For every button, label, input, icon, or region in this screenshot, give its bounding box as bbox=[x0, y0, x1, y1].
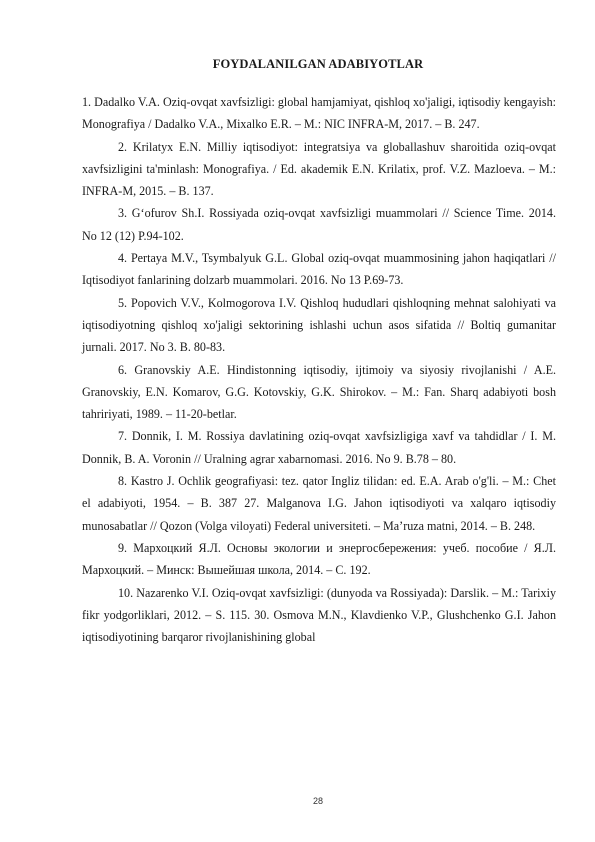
reference-item bbox=[82, 359, 556, 426]
page-number: 28 bbox=[312, 796, 323, 806]
reference-item bbox=[82, 247, 556, 292]
reference-item bbox=[82, 136, 556, 203]
reference-item bbox=[82, 91, 556, 136]
reference-text: 4. Pertaya M.V., Tsymbalyuk G.L. Global oziq-ovqat muammosining jahon haqiqatlari // Iqtisodiyot fanlarining dolzarb muammolari. 2016. No 13 P.69-73. bbox=[82, 251, 556, 288]
reference-text: 3. G‘ofurov Sh.I. Rossiyada oziq-ovqat xavfsizligi muammolari // Science Time. 2014. No 12 (12) P.94-102. bbox=[82, 206, 556, 243]
reference-text: 7. Donnik, I. M. Rossiya davlatining oziq-ovqat xavfsizligiga xavf va tahdidlar / I. M. Donnik, B. A. Voronin // Uralning agrar xabarnomasi. 2016. No 9. B.78 – 80. bbox=[82, 429, 556, 466]
reference-text: 10. Nazarenko V.I. Oziq-ovqat xavfsizligi: (dunyoda va Rossiyada): Darslik. – M.: Tarixiy fikr yodgorliklari, 2012. – S. 115. 30. Osmova M.N., Klavdienko V.P., Glushchenko G.I. Jahon iqtisodiyotining barqaror rivojlanishining global bbox=[82, 585, 556, 645]
reference-item bbox=[82, 202, 556, 247]
reference-text: 5. Popovich V.V., Kolmogorova I.V. Qishloq hududlari qishloqning mehnat salohiyati va iqtisodiyotning qishloq xo'jaligi sektorining ishlashi uchun asos sifatida // Boltiq gumanitar jurnali. 2017. No 3. B. 80-83. bbox=[82, 295, 556, 355]
reference-item bbox=[82, 470, 556, 537]
reference-text: 9. Мархоцкий Я.Л. Основы экологии и энергосбережения: учеб. пособие / Я.Л. Мархоцкий. – Минск: Вышейшая школа, 2014. – С. 192. bbox=[82, 540, 556, 578]
reference-text: 2. Krilatyx E.N. Milliy iqtisodiyot: integratsiya va globallashuv sharoitida oziq-ovqat xavfsizligini ta'minlash: Monografiya. / Ed. akademik E.N. Krilatix, prof. V.Z. Mazloeva. – M.: INFRA-M, 2015. – B. 137. bbox=[82, 139, 556, 199]
reference-text: 8. Kastro J. Ochlik geografiyasi: tez. qator Ingliz tilidan: ed. E.A. Arab o'g'li. – M.: Chet el adabiyoti, 1954. – B. 387 27. Malganova I.G. Jahon iqtisodiyoti va xalqaro iqtisodiy munosabatlar // Qozon (Volga viloyati) Federal universiteti. – Ma’ruza matni, 2014. – B. 248. bbox=[82, 474, 556, 533]
reference-item bbox=[82, 537, 556, 582]
page-title: FOYDALANILGAN ADABIYOTLAR bbox=[212, 57, 424, 71]
reference-text: 1. Dadalko V.A. Oziq-ovqat xavfsizligi: global hamjamiyat, qishloq xo'jaligi, iqtisodiy kengayish: Monografiya / Dadalko V.A., Mixalko E.R. – M.: NIC INFRA-M, 2017. – B. 247. bbox=[82, 95, 556, 132]
reference-text: 6. Granovskiy A.E. Hindistonning iqtisodiy, ijtimoiy va siyosiy rivojlanishi / A.E. Granovskiy, E.N. Komarov, G.G. Kotovskiy, G.K. Shirokov. – M.: Fan. Sharq adabiyoti bosh tahririyati, 1989. – 11-20-betlar. bbox=[82, 362, 556, 422]
reference-list bbox=[82, 91, 556, 648]
reference-item bbox=[82, 292, 556, 359]
reference-item bbox=[82, 582, 556, 649]
reference-item bbox=[82, 425, 556, 470]
